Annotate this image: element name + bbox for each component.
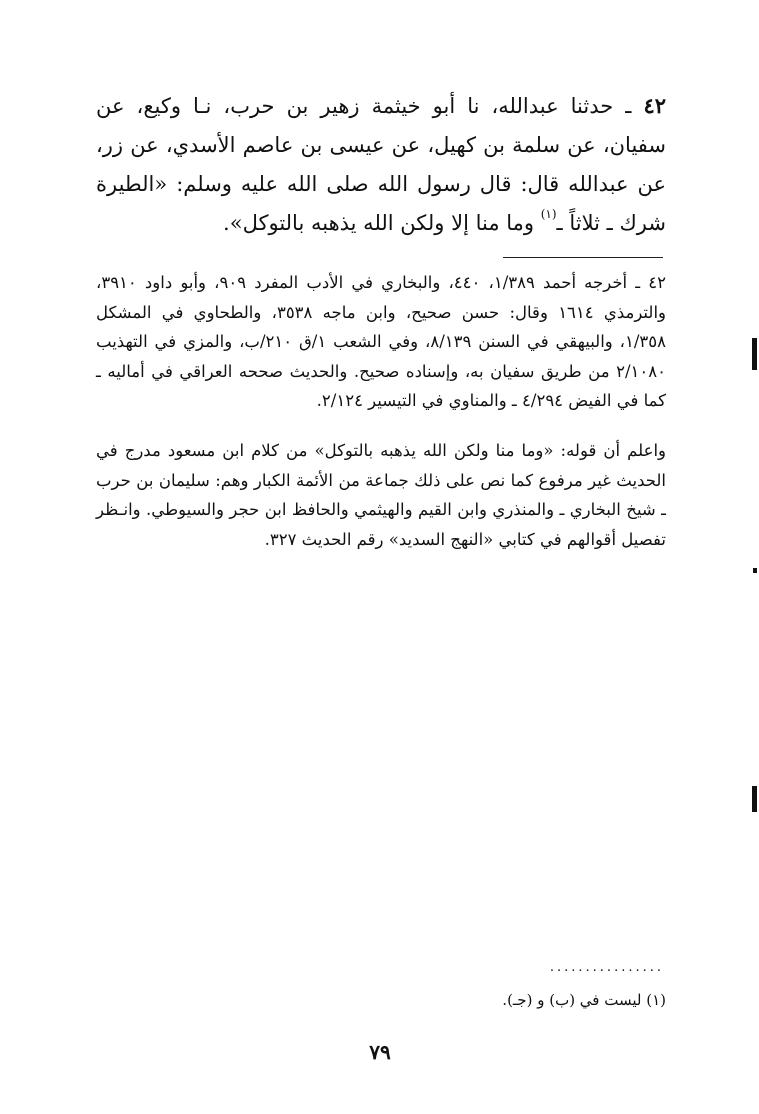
takhrij-paragraph: ٤٢ ـ أخرجه أحمد ١/٣٨٩، ٤٤٠، والبخاري في الأدب المفرد ٩٠٩، وأبو داود ٣٩١٠، والترمذي ١٦١٤ وقال: حسن صحيح، وابن ماجه ٣٥٣٨، والطحاوي في المشكل ١/٣٥٨، والبيهقي في السنن ٨/١٣٩، وفي الشعب ١/ق ٢١٠/ب، والمزي في التهذيب ٢/١٠٨٠ من طريق سفيان به، وإسناده صحيح. والحديث صححه العراقي في أماليه ـ كما في الفيض ٤/٢٩٤ ـ والمناوي في التيسير ٢/١٢٤. bbox=[96, 273, 667, 410]
text-separator-rule bbox=[503, 257, 663, 258]
scan-edge-mark bbox=[752, 338, 757, 370]
scan-edge-mark bbox=[753, 568, 757, 573]
idraj-note bbox=[96, 436, 666, 554]
page-number: ٧٩ bbox=[369, 1040, 391, 1064]
hadith-paragraph bbox=[96, 86, 666, 243]
footnote-text: (١) ليست في (ب) و (جـ). bbox=[502, 991, 666, 1009]
footnote-separator: ................ bbox=[549, 960, 664, 975]
hadith-text bbox=[96, 86, 666, 243]
footnote-reference[interactable]: (١) bbox=[540, 207, 557, 221]
hadith-number: ٤٢ bbox=[643, 93, 666, 118]
footnote bbox=[300, 988, 666, 1012]
scan-edge-mark bbox=[752, 786, 757, 812]
hadith-body: ـ حدثنا عبدالله، نا أبو خيثمة زهير بن حرب، نـا وكيع، عن سفيان، عن سلمة بن كهيل، عن عيسى بن عاصم الأسدي، عن زر، عن عبدالله قال: قال رسول الله صلى الله عليه وسلم: «الطيرة شرك ـ ثلاثاً ـ bbox=[96, 94, 666, 235]
hadith-body-end: وما منا إلا ولكن الله يذهبه بالتوكل». bbox=[223, 211, 541, 235]
note-paragraph: واعلم أن قوله: «وما منا ولكن الله يذهبه بالتوكل» من كلام ابن مسعود مدرج في الحديث غير مرفوع كما نص على ذلك جماعة من الأئمة الكبار وهم: سليمان بن حرب ـ شيخ البخاري ـ والمنذري وابن القيم والهيثمي والحافظ ابن حجر والسيوطي. وانـظر تفصيل أقوالهم في كتابي «النهج السديد» رقم الحديث ٣٢٧. bbox=[96, 441, 666, 549]
takhrij-commentary bbox=[96, 268, 666, 416]
